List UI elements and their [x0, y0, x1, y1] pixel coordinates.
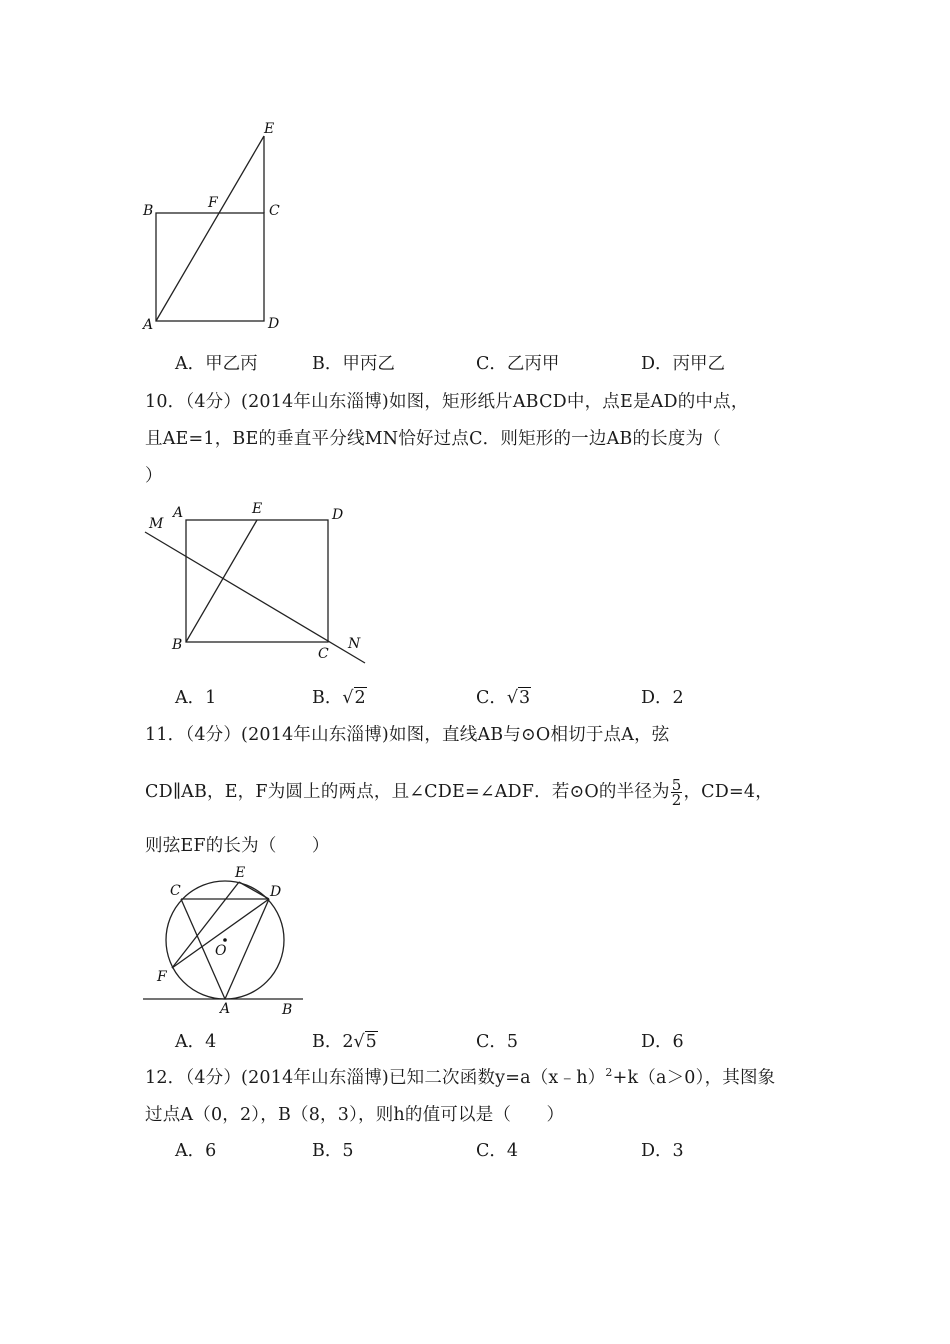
q10-option-d[interactable]: D．2: [641, 688, 684, 708]
q12-option-a[interactable]: A．6: [175, 1141, 217, 1161]
sqrt-symbol: √3: [506, 688, 531, 708]
q10-option-c[interactable]: [476, 684, 531, 709]
q10-stem-line1: 10．（4分）(2014年山东淄博)如图，矩形纸片ABCD中，点E是AD的中点，: [145, 392, 749, 412]
q10-option-a[interactable]: A．1: [175, 688, 217, 708]
label-o: O: [215, 943, 227, 959]
figure-q10: [135, 495, 375, 670]
label-e: E: [235, 865, 246, 881]
q11-option-d[interactable]: D．6: [641, 1032, 684, 1052]
sqrt-symbol: √5: [353, 1032, 377, 1052]
label-c: C: [318, 646, 329, 662]
q10-option-b-prefix: B．: [312, 688, 343, 708]
label-b: B: [172, 637, 183, 653]
q10-stem-line3: ）: [145, 466, 163, 486]
label-m: M: [149, 516, 164, 532]
label-n: N: [348, 636, 361, 652]
segment-de: [239, 882, 269, 899]
rectangle-abcd: [186, 520, 328, 642]
q9-option-b[interactable]: B．甲丙乙: [312, 354, 395, 374]
q10-option-b[interactable]: [312, 684, 367, 709]
q11-option-b-prefix: B．2: [312, 1032, 354, 1052]
q12-stem-line2: 过点A（0，2），B（8，3），则h的值可以是（ ）: [145, 1105, 565, 1125]
q12-option-b[interactable]: B．5: [312, 1141, 354, 1161]
label-e: E: [252, 501, 263, 517]
q12-option-d[interactable]: D．3: [641, 1141, 684, 1161]
q11-option-b[interactable]: [312, 1028, 378, 1053]
label-a: A: [143, 317, 154, 333]
fraction-radius: $\frac{5}{2}$: [671, 776, 682, 809]
figure-q9: [135, 115, 295, 340]
label-d: D: [270, 884, 282, 900]
label-a: A: [173, 505, 184, 521]
q11-option-a[interactable]: A．4: [175, 1032, 217, 1052]
q9-option-d[interactable]: D．丙甲乙: [641, 354, 726, 374]
q12-stem-line1: 12．（4分）(2014年山东淄博)已知二次函数y=a（x﹣h）$^2$+k（a＞0），其图象: [145, 1066, 776, 1088]
q11-stem-line2: CD∥AB，E，F为圆上的两点，且∠CDE=∠ADF．若⊙O的半径为 $\frac{5}{2}$ ，CD=4，: [145, 776, 773, 809]
label-c: C: [170, 883, 181, 899]
label-e: E: [264, 121, 275, 137]
label-b: B: [282, 1002, 293, 1018]
label-d: D: [268, 316, 280, 332]
q9-option-a[interactable]: A．甲乙丙: [175, 354, 258, 374]
q12-option-c[interactable]: C．4: [476, 1141, 519, 1161]
label-d: D: [332, 507, 344, 523]
sqrt-symbol: √2: [342, 688, 366, 708]
q11-option-c[interactable]: C．5: [476, 1032, 519, 1052]
label-b: B: [143, 203, 154, 219]
q10-stem-line2: 且AE=1，BE的垂直平分线MN恰好过点C．则矩形的一边AB的长度为（: [145, 429, 721, 449]
segment-ae: [156, 136, 264, 321]
figure-q11: [135, 860, 315, 1020]
segment-be: [186, 520, 257, 642]
center-dot: [223, 938, 227, 942]
label-f: F: [157, 969, 167, 985]
label-f: F: [208, 195, 218, 211]
label-a: A: [220, 1001, 231, 1017]
q11-stem-line1: 11．（4分）(2014年山东淄博)如图，直线AB与⊙O相切于点A，弦: [145, 725, 670, 745]
q10-option-c-prefix: C．: [476, 688, 507, 708]
q9-option-c[interactable]: C．乙丙甲: [476, 354, 560, 374]
q11-stem-line3: 则弦EF的长为（ ）: [145, 836, 330, 856]
label-c: C: [269, 203, 280, 219]
